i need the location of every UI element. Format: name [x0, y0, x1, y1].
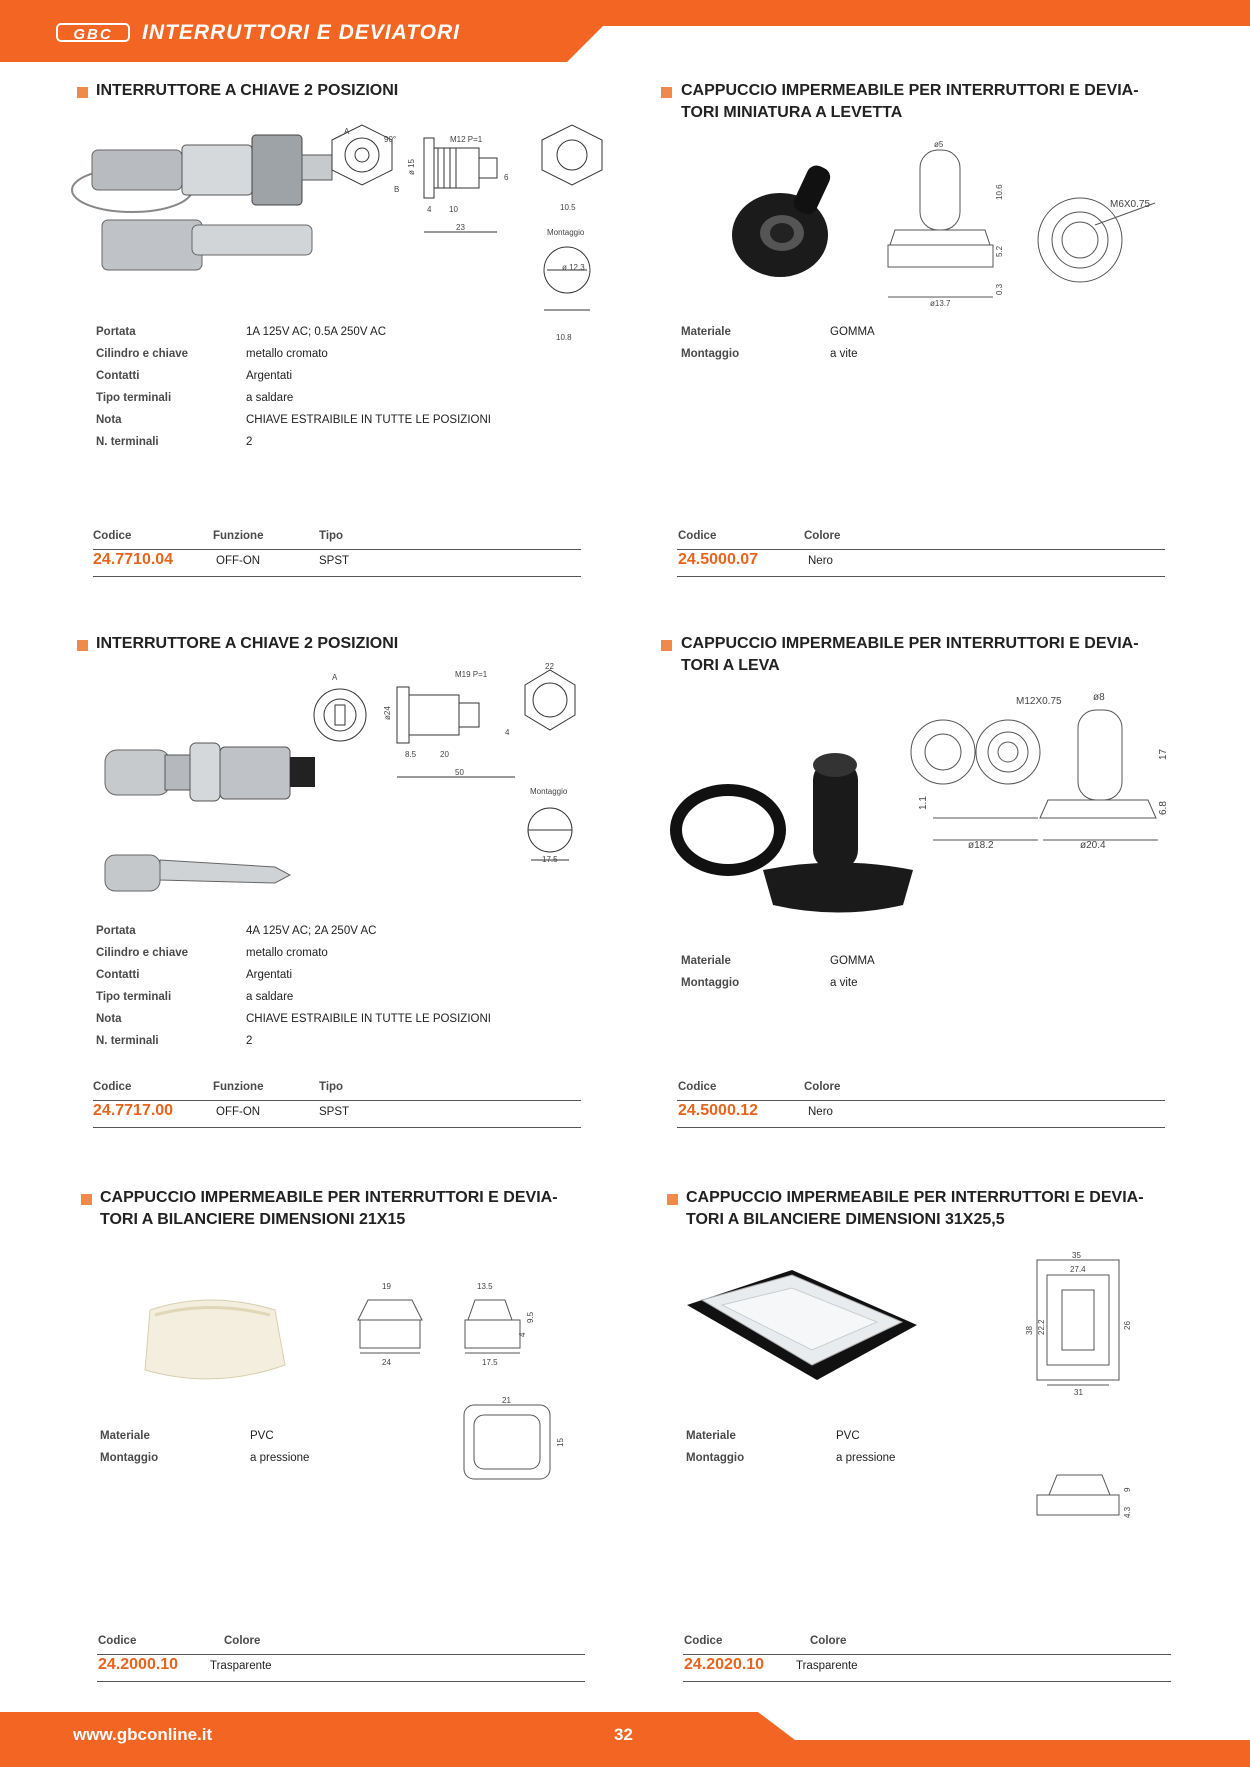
bullet-square	[77, 640, 88, 651]
spec-label: Portata	[96, 925, 136, 937]
spec-value: GOMMA	[830, 955, 875, 967]
divider	[683, 1681, 1171, 1682]
svg-text:4.3: 4.3	[1123, 1506, 1132, 1518]
svg-text:23: 23	[456, 223, 465, 232]
bullet-square	[81, 1194, 92, 1205]
svg-text:24: 24	[382, 1358, 391, 1367]
gbc-logo: GBC	[56, 23, 130, 42]
spec-value: a pressione	[250, 1452, 310, 1464]
svg-text:M6X0.75: M6X0.75	[1110, 199, 1151, 210]
page-header	[0, 0, 1250, 62]
spec-label: Montaggio	[681, 348, 740, 360]
spec-value: PVC	[250, 1430, 274, 1442]
spec-label: Montaggio	[681, 977, 740, 989]
svg-text:4: 4	[518, 1332, 527, 1337]
spec-label: Cilindro e chiave	[96, 947, 189, 959]
divider	[97, 1681, 585, 1682]
spec-label: Contatti	[96, 370, 140, 382]
svg-text:10.5: 10.5	[560, 203, 576, 212]
svg-text:M19 P=1: M19 P=1	[455, 670, 488, 679]
svg-text:10: 10	[449, 205, 458, 214]
spec-table	[96, 326, 546, 458]
spec-label: Portata	[96, 326, 136, 338]
color-value: Nero	[808, 1106, 833, 1118]
divider	[93, 1127, 581, 1128]
col-header-colore: Colore	[224, 1635, 261, 1647]
spec-table	[686, 1430, 1136, 1474]
spec-label: Tipo terminali	[96, 392, 172, 404]
bullet-square	[661, 87, 672, 98]
product-title: INTERRUTTORE A CHIAVE 2 POSIZIONI	[96, 635, 399, 652]
col-header-funzione: Funzione	[213, 1081, 264, 1093]
spec-table	[96, 925, 546, 1057]
product-code: 24.5000.12	[678, 1102, 759, 1119]
type-value: SPST	[319, 555, 350, 567]
svg-text:35: 35	[1072, 1251, 1081, 1260]
spec-value: Argentati	[246, 969, 293, 981]
col-header-tipo: Tipo	[319, 1081, 344, 1093]
svg-text:13.5: 13.5	[477, 1282, 493, 1291]
svg-text:22: 22	[545, 662, 554, 671]
svg-text:90°: 90°	[384, 135, 397, 144]
spec-value: a saldare	[246, 991, 294, 1003]
spec-table	[100, 1430, 550, 1474]
svg-text:9.5: 9.5	[526, 1311, 535, 1323]
spec-label: Nota	[96, 1013, 122, 1025]
product-image-toggle-cap	[730, 140, 1170, 310]
spec-label: Contatti	[96, 969, 140, 981]
svg-text:38: 38	[1025, 1326, 1034, 1335]
type-value: SPST	[319, 1106, 350, 1118]
svg-text:ø 12.3: ø 12.3	[562, 263, 585, 272]
product-image-lever-cap	[668, 690, 1188, 930]
color-value: Nero	[808, 555, 833, 567]
svg-text:15: 15	[556, 1438, 565, 1447]
spec-value: Argentati	[246, 370, 293, 382]
product-code: 24.5000.07	[678, 551, 759, 568]
product-title: CAPPUCCIO IMPERMEABILE PER INTERRUTTORI E DEVIA- TORI A BILANCIERE DIMENSIONI 21X15	[100, 1189, 558, 1228]
svg-text:ø8: ø8	[1093, 692, 1105, 703]
divider	[677, 576, 1165, 577]
svg-text:Montaggio: Montaggio	[530, 787, 568, 796]
spec-label: Materiale	[100, 1430, 150, 1442]
spec-table	[681, 326, 1131, 370]
spec-label: Cilindro e chiave	[96, 348, 189, 360]
spec-label: Nota	[96, 414, 122, 426]
svg-text:0.3: 0.3	[995, 283, 1004, 295]
svg-text:4: 4	[505, 728, 510, 737]
svg-text:ø13.7: ø13.7	[930, 299, 951, 308]
svg-text:M12 P=1: M12 P=1	[450, 135, 483, 144]
spec-label: Materiale	[686, 1430, 736, 1442]
color-value: Trasparente	[796, 1660, 858, 1672]
svg-text:ø 15: ø 15	[407, 158, 416, 175]
svg-text:26: 26	[1123, 1321, 1132, 1330]
col-header-codice: Codice	[684, 1635, 723, 1647]
spec-label: Materiale	[681, 955, 731, 967]
spec-value: CHIAVE ESTRAIBILE IN TUTTE LE POSIZIONI	[246, 1013, 491, 1025]
svg-text:19: 19	[382, 1282, 391, 1291]
col-header-codice: Codice	[93, 530, 132, 542]
product-image-rocker-cap-large	[682, 1250, 1162, 1540]
product-code: 24.7710.04	[93, 551, 174, 568]
col-header-codice: Codice	[98, 1635, 137, 1647]
function-value: OFF-ON	[216, 1106, 261, 1118]
function-value: OFF-ON	[216, 555, 261, 567]
col-header-codice: Codice	[93, 1081, 132, 1093]
product-title: INTERRUTTORE A CHIAVE 2 POSIZIONI	[96, 82, 399, 99]
spec-value: GOMMA	[830, 326, 875, 338]
spec-value: 2	[246, 1035, 253, 1047]
svg-text:31: 31	[1074, 1388, 1083, 1397]
website-link[interactable]: www.gbconline.it	[73, 1725, 213, 1744]
svg-text:6: 6	[504, 173, 509, 182]
svg-text:17.5: 17.5	[542, 855, 558, 864]
svg-text:A: A	[332, 673, 338, 682]
svg-text:ø20.4: ø20.4	[1080, 840, 1106, 851]
svg-text:ø18.2: ø18.2	[968, 840, 994, 851]
spec-label: Montaggio	[686, 1452, 745, 1464]
color-value: Trasparente	[210, 1660, 272, 1672]
section-title: INTERRUTTORI E DEVIATORI	[142, 21, 461, 44]
spec-value: 1A 125V AC; 0.5A 250V AC	[246, 326, 387, 338]
product-code: 24.7717.00	[93, 1102, 174, 1119]
col-header-colore: Colore	[804, 530, 841, 542]
spec-value: a vite	[830, 977, 858, 989]
spec-label: Materiale	[681, 326, 731, 338]
svg-text:50: 50	[455, 768, 464, 777]
product-title: CAPPUCCIO IMPERMEABILE PER INTERRUTTORI E DEVIA- TORI MINIATURA A LEVETTA	[681, 82, 1139, 121]
spec-value: 4A 125V AC; 2A 250V AC	[246, 925, 377, 937]
svg-text:B: B	[394, 185, 400, 194]
bullet-square	[667, 1194, 678, 1205]
svg-text:5.2: 5.2	[995, 245, 1004, 257]
divider	[677, 1127, 1165, 1128]
spec-value: a vite	[830, 348, 858, 360]
product-code: 24.2000.10	[98, 1656, 179, 1673]
svg-text:22.2: 22.2	[1037, 1319, 1046, 1335]
order-table	[93, 1077, 581, 1125]
product-title: CAPPUCCIO IMPERMEABILE PER INTERRUTTORI E DEVIA- TORI A LEVA	[681, 635, 1139, 674]
svg-text:17.5: 17.5	[482, 1358, 498, 1367]
order-table	[677, 526, 1165, 574]
col-header-colore: Colore	[810, 1635, 847, 1647]
svg-text:6.8: 6.8	[1158, 801, 1169, 815]
order-table	[93, 526, 581, 574]
svg-text:A: A	[344, 127, 350, 136]
svg-text:Montaggio: Montaggio	[547, 228, 585, 237]
spec-table	[681, 955, 1131, 999]
svg-text:1.1: 1.1	[918, 796, 929, 810]
svg-text:17: 17	[1158, 748, 1169, 760]
spec-label: Montaggio	[100, 1452, 159, 1464]
svg-text:9: 9	[1123, 1487, 1132, 1492]
svg-text:8.5: 8.5	[405, 750, 417, 759]
product-image-key-switch-large	[95, 662, 585, 895]
bullet-square	[77, 87, 88, 98]
page-number: 32	[614, 1725, 633, 1744]
spec-value: a saldare	[246, 392, 294, 404]
col-header-funzione: Funzione	[213, 530, 264, 542]
col-header-tipo: Tipo	[319, 530, 344, 542]
svg-text:10.6: 10.6	[995, 184, 1004, 200]
spec-value: CHIAVE ESTRAIBILE IN TUTTE LE POSIZIONI	[246, 414, 491, 426]
col-header-codice: Codice	[678, 1081, 717, 1093]
svg-text:ø5: ø5	[934, 140, 944, 149]
spec-value: 2	[246, 436, 253, 448]
order-table	[97, 1631, 585, 1679]
svg-text:20: 20	[440, 750, 449, 759]
order-table	[683, 1631, 1171, 1679]
spec-label: N. terminali	[96, 1035, 159, 1047]
product-image-key-switch	[72, 120, 612, 350]
bullet-square	[661, 640, 672, 651]
svg-text:10.8: 10.8	[556, 333, 572, 342]
spec-label: N. terminali	[96, 436, 159, 448]
spec-label: Tipo terminali	[96, 991, 172, 1003]
col-header-codice: Codice	[678, 530, 717, 542]
spec-value: PVC	[836, 1430, 860, 1442]
svg-text:ø24: ø24	[383, 706, 392, 720]
svg-text:M12X0.75: M12X0.75	[1016, 696, 1062, 707]
svg-text:4: 4	[427, 205, 432, 214]
spec-value: a pressione	[836, 1452, 896, 1464]
product-title: CAPPUCCIO IMPERMEABILE PER INTERRUTTORI E DEVIA- TORI A BILANCIERE DIMENSIONI 31X25,5	[686, 1189, 1144, 1228]
divider	[93, 576, 581, 577]
spec-value: metallo cromato	[246, 348, 328, 360]
col-header-colore: Colore	[804, 1081, 841, 1093]
svg-text:27.4: 27.4	[1070, 1265, 1086, 1274]
product-code: 24.2020.10	[684, 1656, 765, 1673]
spec-value: metallo cromato	[246, 947, 328, 959]
order-table	[677, 1077, 1165, 1125]
svg-text:21: 21	[502, 1396, 511, 1405]
